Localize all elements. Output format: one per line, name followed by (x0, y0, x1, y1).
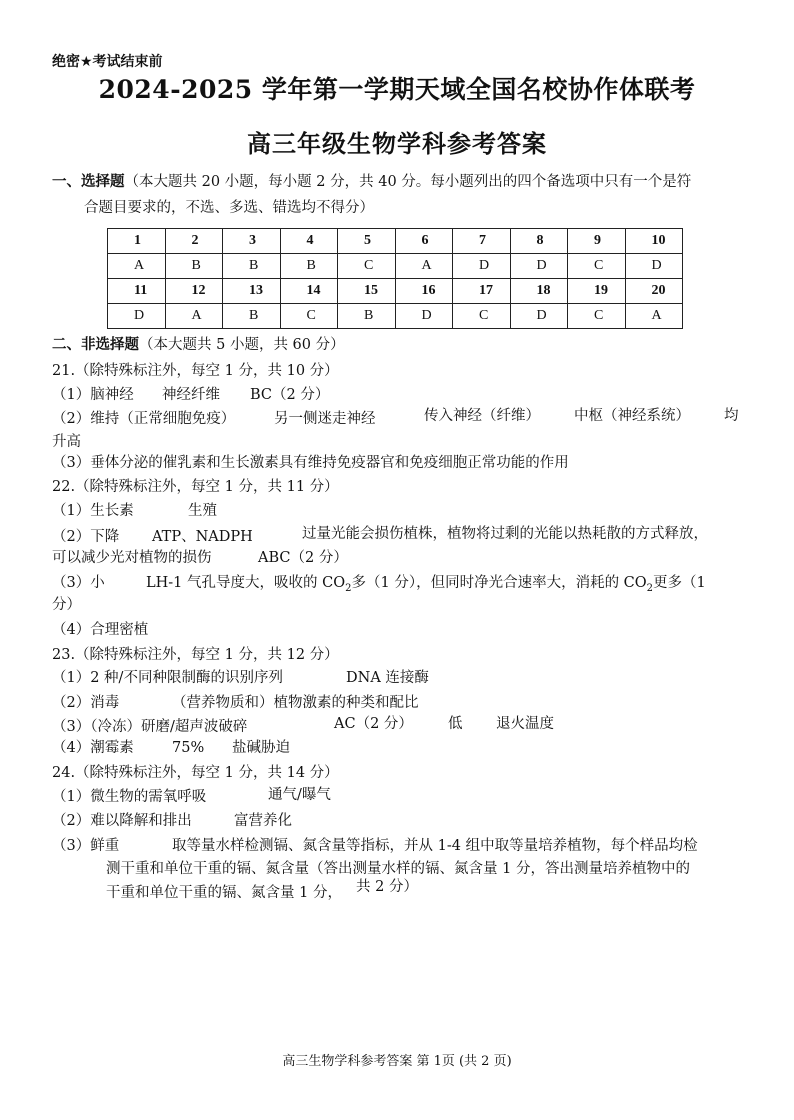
q24-answer-1a: （1）微生物的需氧呼吸 (52, 789, 207, 805)
exam-title: 2024-2025 学年第一学期天域全国名校协作体联考 (98, 75, 696, 104)
q-number: 8 (510, 229, 568, 254)
q22-answer-1b: 生殖 (188, 503, 217, 519)
q23-answer-1a: （1）2 种/不同种限制酶的识别序列 (52, 670, 283, 686)
section2-heading: 二、非选择题 (52, 336, 139, 353)
q21-answer-2f: 升高 (52, 434, 81, 450)
q24-answer-1b: 通气/曝气 (268, 787, 331, 803)
q-answer: D (625, 254, 683, 279)
section2-desc: （本大题共 5 小题，共 60 分） (139, 337, 345, 353)
q22-answer-4: （4）合理密植 (52, 622, 149, 638)
q22-answer-2e: ABC（2 分） (258, 550, 348, 566)
q-number: 10 (625, 229, 683, 254)
q22-answer-3b-part3: 更多（1 (653, 575, 706, 591)
q21-answer-1c: BC（2 分） (250, 387, 330, 403)
q-number: 17 (453, 279, 511, 304)
q23-header: 23.（除特殊标注外，每空 1 分，共 12 分） (52, 647, 339, 663)
q-answer: B (165, 254, 223, 279)
q-answer: B (280, 254, 338, 279)
q23-answer-3b: AC（2 分） (334, 716, 413, 732)
q21-answer-2e: 均 (724, 408, 739, 424)
q24-answer-3e: 共 2 分） (356, 879, 418, 895)
q-number: 18 (510, 279, 568, 304)
q23-answer-4a: （4）潮霉素 (52, 740, 134, 756)
q22-answer-3a: （3）小 (52, 575, 105, 591)
q-answer: C (453, 304, 511, 329)
q-number: 6 (395, 229, 453, 254)
q22-header: 22.（除特殊标注外，每空 1 分，共 11 分） (52, 479, 339, 495)
section1-desc: （本大题共 20 小题，每小题 2 分，共 40 分。每小题列出的四个备选项中只有一个是符 (124, 174, 692, 190)
q-answer: D (108, 304, 166, 329)
q-number: 19 (568, 279, 626, 304)
q-number: 1 (108, 229, 166, 254)
q21-answer-3: （3）垂体分泌的催乳素和生长激素具有维持免疫器官和免疫细胞正常功能的作用 (52, 455, 569, 471)
q-number: 12 (165, 279, 223, 304)
q24-answer-3b: 取等量水样检测镉、氮含量等指标，并从 1-4 组中取等量培养植物，每个样品均检 (172, 838, 698, 854)
q-answer: D (510, 304, 568, 329)
q-number: 14 (280, 279, 338, 304)
q21-answer-2d: 中枢（神经系统） (574, 408, 690, 424)
q22-answer-3b-part2: 多（1 分），但同时净光合速率大，消耗的 CO (351, 575, 647, 591)
q21-answer-1b: 神经纤维 (162, 387, 220, 403)
q-number: 9 (568, 229, 626, 254)
q-number: 15 (338, 279, 396, 304)
q-answer: B (223, 254, 281, 279)
q-answer: D (453, 254, 511, 279)
q-answer: B (223, 304, 281, 329)
q-number: 7 (453, 229, 511, 254)
q-number: 3 (223, 229, 281, 254)
page-footer: 高三生物学科参考答案 第 1页 (共 2 页) (282, 1054, 512, 1069)
q22-answer-2d: 可以减少光对植物的损伤 (52, 550, 212, 566)
table-row-answers-2 (108, 304, 683, 329)
q24-answer-3c: 测干重和单位干重的镉、氮含量（答出测量水样的镉、氮含量 1 分，答出测量培养植物中的 (106, 861, 690, 877)
q22-answer-3c: 分） (52, 597, 81, 613)
q-answer: C (568, 254, 626, 279)
q22-answer-3b (146, 573, 706, 599)
q-number: 16 (395, 279, 453, 304)
q21-answer-2b: 另一侧迷走神经 (274, 411, 376, 427)
q-number: 2 (165, 229, 223, 254)
table-row-answers-1 (108, 254, 683, 279)
q-number: 11 (108, 279, 166, 304)
q23-answer-2b: （营养物质和）植物激素的种类和配比 (172, 695, 419, 711)
q-answer: C (338, 254, 396, 279)
section2-intro (52, 335, 345, 355)
q-answer: A (108, 254, 166, 279)
q22-answer-2c: 过量光能会损伤植株，植物将过剩的光能以热耗散的方式释放， (302, 526, 708, 542)
q-number: 13 (223, 279, 281, 304)
q22-answer-2a: （2）下降 (52, 529, 120, 545)
q23-answer-2a: （2）消毒 (52, 695, 120, 711)
q21-header: 21.（除特殊标注外，每空 1 分，共 10 分） (52, 363, 339, 379)
page-title: 高三年级生物学科参考答案 (247, 129, 547, 158)
q24-header: 24.（除特殊标注外，每空 1 分，共 14 分） (52, 765, 339, 781)
q22-answer-3b-part1: LH-1 气孔导度大，吸收的 CO (146, 575, 346, 591)
answer-table (107, 228, 683, 329)
q-answer: D (510, 254, 568, 279)
q22-answer-2b: ATP、NADPH (152, 529, 253, 545)
q-answer: D (395, 304, 453, 329)
q-answer: B (338, 304, 396, 329)
q21-answer-2c: 传入神经（纤维） (424, 408, 540, 424)
confidential-label: 绝密★考试结束前 (52, 54, 163, 70)
q23-answer-3c: 低 (448, 716, 463, 732)
section1-desc-line2: 合题目要求的，不选、多选、错选均不得分） (84, 200, 374, 216)
q23-answer-3a: （3）（冷冻）研磨/超声波破碎 (52, 719, 248, 735)
q-number: 20 (625, 279, 683, 304)
q-answer: A (165, 304, 223, 329)
section1-heading: 一、选择题 (52, 173, 125, 190)
q22-answer-1a: （1）生长素 (52, 503, 134, 519)
q24-answer-2a: （2）难以降解和排出 (52, 813, 192, 829)
q-number: 4 (280, 229, 338, 254)
section1-intro (52, 172, 691, 192)
q24-answer-2b: 富营养化 (234, 813, 292, 829)
q-answer: A (625, 304, 683, 329)
q23-answer-1b: DNA 连接酶 (346, 670, 429, 686)
q23-answer-4b: 75% (172, 740, 205, 756)
q-answer: C (280, 304, 338, 329)
table-row-numbers-2 (108, 279, 683, 304)
q-number: 5 (338, 229, 396, 254)
co2-subscript: 2 (345, 582, 352, 594)
q24-answer-3d: 干重和单位干重的镉、氮含量 1 分， (106, 885, 342, 901)
q24-answer-3a: （3）鲜重 (52, 838, 120, 854)
q23-answer-4c: 盐碱胁迫 (232, 740, 290, 756)
q21-answer-1a: （1）脑神经 (52, 387, 134, 403)
q21-answer-2a: （2）维持（正常细胞免疫） (52, 411, 236, 427)
table-row-numbers-1 (108, 229, 683, 254)
q-answer: C (568, 304, 626, 329)
co2-subscript: 2 (646, 582, 654, 594)
q-answer: A (395, 254, 453, 279)
q23-answer-3d: 退火温度 (496, 716, 554, 732)
